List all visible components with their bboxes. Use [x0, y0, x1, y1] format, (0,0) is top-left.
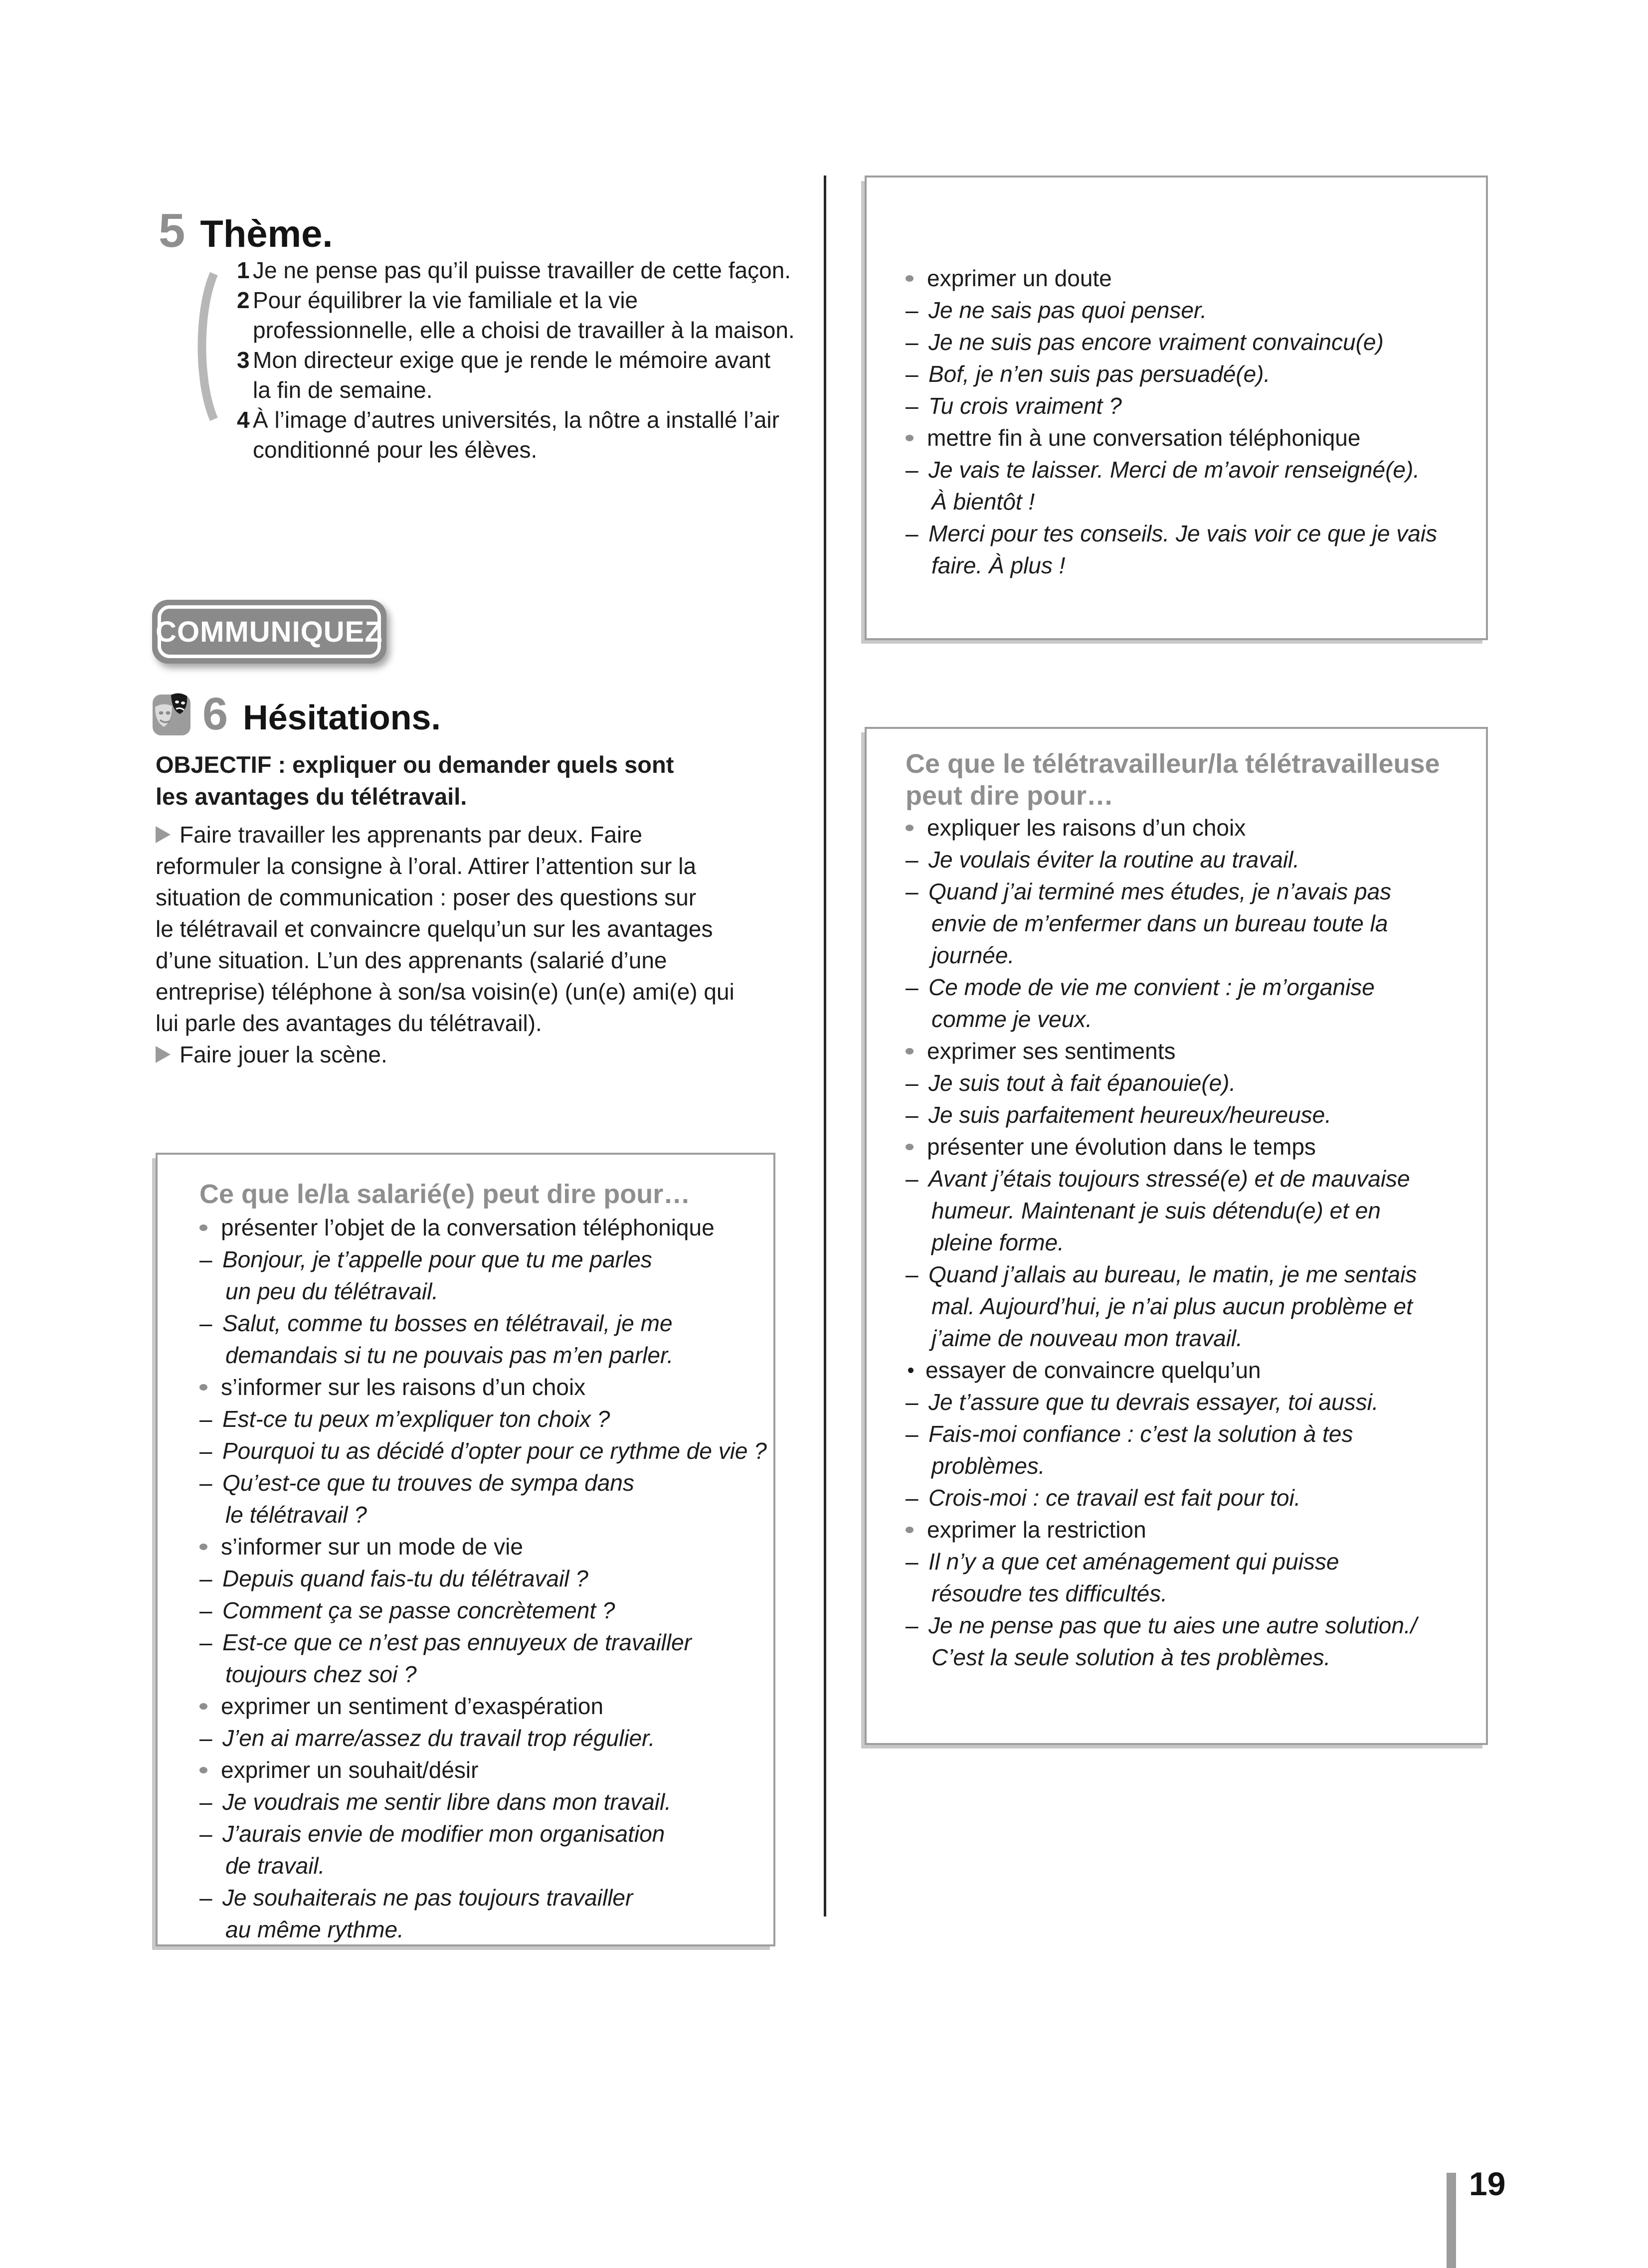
- section-5-heading: [159, 204, 333, 257]
- phrase-line: [906, 1546, 1476, 1577]
- phrase-line: [906, 907, 1476, 939]
- line-text: Je voulais éviter la routine au travail.: [928, 847, 1300, 872]
- line-text: comme je veux.: [931, 1006, 1093, 1032]
- phrase-line: [906, 1641, 1476, 1673]
- line-text: Est-ce tu peux m’expliquer ton choix ?: [222, 1406, 610, 1432]
- theme-sentence: [237, 345, 800, 375]
- triangle-arrow-icon: [156, 1046, 171, 1063]
- line-text: le télétravail et convaincre quelqu’un sur les avantages: [156, 915, 713, 942]
- line-text: pleine forme.: [931, 1229, 1064, 1255]
- phrase-line: [199, 1882, 763, 1914]
- phrase-line: [906, 971, 1476, 1003]
- line-text: À bientôt !: [931, 489, 1035, 515]
- phrase-line: [906, 1131, 1476, 1163]
- phrase-line: [906, 1322, 1476, 1354]
- phrase-line: [906, 1354, 1476, 1386]
- section-number: 5: [159, 204, 185, 257]
- method-line: [156, 850, 804, 881]
- exercise-title: Hésitations.: [243, 698, 441, 737]
- dash-marker: –: [906, 457, 918, 483]
- phrase-line: [906, 1514, 1476, 1546]
- dot-bullet-icon: [906, 1527, 914, 1533]
- line-text: d’une situation. L’un des apprenants (salarié d’une: [156, 947, 667, 973]
- phrase-line: [906, 1482, 1476, 1514]
- column-divider: [824, 175, 826, 1917]
- line-text: exprimer un doute: [927, 265, 1112, 291]
- dot-bullet-icon: [908, 1368, 914, 1373]
- dot-bullet-icon: [199, 1767, 207, 1773]
- line-text: toujours chez soi ?: [225, 1661, 417, 1687]
- dash-marker: –: [906, 1485, 918, 1511]
- exercise-number: 6: [202, 689, 228, 739]
- line-text: exprimer un sentiment d’exaspération: [221, 1693, 604, 1719]
- page-number: 19: [1469, 2165, 1506, 2202]
- line-text: au même rythme.: [225, 1917, 404, 1942]
- phrase-line: [906, 1099, 1476, 1131]
- theme-sentence: [237, 255, 800, 285]
- phrase-line: [906, 518, 1476, 549]
- dot-bullet-icon: [906, 825, 914, 831]
- phrase-line: [199, 1594, 763, 1626]
- line-text: Je ne suis pas encore vraiment convaincu(e): [928, 329, 1384, 355]
- dash-marker: –: [199, 1470, 212, 1496]
- line-text: la fin de semaine.: [253, 377, 433, 403]
- phrase-line: [199, 1403, 763, 1435]
- phrase-line: [199, 1563, 763, 1594]
- line-text: Je ne sais pas quoi penser.: [928, 297, 1207, 323]
- phrase-line: [906, 549, 1476, 581]
- phrase-line: [906, 1450, 1476, 1482]
- phrase-line: [906, 812, 1476, 844]
- section-title: Thème.: [200, 213, 333, 255]
- phrase-line: [906, 1003, 1476, 1035]
- phrase-line: [199, 1435, 767, 1467]
- teletravailleur-box-title: Ce que le télétravailleur/la télétravailleuse: [906, 749, 1440, 779]
- phrase-line: [199, 1467, 763, 1499]
- phrase-line: [906, 422, 1476, 454]
- salarie-box-title: Ce que le/la salarié(e) peut dire pour…: [199, 1179, 691, 1209]
- phrase-line: [199, 1371, 763, 1403]
- dash-marker: –: [199, 1629, 212, 1655]
- theme-sentence: [237, 405, 800, 435]
- objective-text: [156, 749, 674, 813]
- line-text: conditionné pour les élèves.: [253, 437, 538, 463]
- curved-brace-graphic: [192, 272, 218, 421]
- objective-line: les avantages du télétravail.: [156, 783, 467, 810]
- line-text: humeur. Maintenant je suis détendu(e) et en: [931, 1198, 1381, 1223]
- line-text: Je suis parfaitement heureux/heureuse.: [928, 1102, 1332, 1128]
- line-text: C’est la seule solution à tes problèmes.: [931, 1644, 1331, 1670]
- line-text: Pourquoi tu as décidé d’opter pour ce rythme de vie ?: [222, 1438, 767, 1464]
- dash-marker: –: [906, 1261, 918, 1287]
- line-text: journée.: [931, 942, 1015, 968]
- item-number: 4: [237, 407, 250, 433]
- dash-marker: –: [199, 1406, 212, 1432]
- line-text: Bonjour, je t’appelle pour que tu me parles: [222, 1246, 652, 1272]
- line-text: résoudre tes difficultés.: [931, 1580, 1168, 1606]
- phrase-line: [906, 1226, 1476, 1258]
- method-line: [156, 913, 804, 944]
- dash-marker: –: [906, 1421, 918, 1447]
- phrase-line: [906, 1195, 1476, 1226]
- phrase-line: [199, 1531, 763, 1563]
- dash-marker: –: [906, 521, 918, 546]
- line-text: Avant j’étais toujours stressé(e) et de mauvaise: [928, 1166, 1410, 1192]
- dash-marker: –: [199, 1566, 212, 1591]
- phrase-line: [199, 1690, 763, 1722]
- line-text: Faire jouer la scène.: [180, 1041, 387, 1067]
- phrase-line: [906, 294, 1476, 326]
- dash-marker: –: [199, 1725, 212, 1751]
- phrase-line: [199, 1626, 763, 1658]
- phrase-line: [199, 1914, 763, 1945]
- dash-marker: –: [906, 1549, 918, 1574]
- line-text: Je souhaiterais ne pas toujours travailler: [222, 1885, 633, 1911]
- page-number-bar: [1447, 2173, 1456, 2268]
- line-text: présenter l’objet de la conversation téléphonique: [221, 1215, 715, 1240]
- theme-sentence: [237, 285, 800, 315]
- phrase-line: [906, 358, 1476, 390]
- method-line: [156, 944, 804, 976]
- line-text: s’informer sur les raisons d’un choix: [221, 1374, 586, 1400]
- line-text: mettre fin à une conversation téléphonique: [927, 425, 1361, 451]
- dash-marker: –: [906, 393, 918, 419]
- line-text: Comment ça se passe concrètement ?: [222, 1597, 615, 1623]
- phrase-line: [906, 875, 1476, 907]
- salarie-box: [156, 1153, 775, 1946]
- line-text: Fais-moi confiance : c’est la solution à tes: [928, 1421, 1353, 1447]
- phrase-line: [906, 1163, 1476, 1195]
- line-text: Quand j’allais au bureau, le matin, je me sentais: [928, 1261, 1417, 1287]
- dash-marker: –: [199, 1310, 212, 1336]
- line-text: reformuler la consigne à l’oral. Attirer l’attention sur la: [156, 853, 697, 879]
- communiquez-badge: [152, 600, 386, 664]
- dash-marker: –: [906, 297, 918, 323]
- phrase-line: [199, 1307, 763, 1339]
- phrase-line: [906, 390, 1476, 422]
- phrase-line: [906, 1290, 1476, 1322]
- phrase-line: [906, 939, 1476, 971]
- phrase-line: [906, 486, 1476, 518]
- line-text: envie de m’enfermer dans un bureau toute la: [931, 910, 1388, 936]
- dash-marker: –: [906, 361, 918, 387]
- line-text: un peu du télétravail.: [225, 1278, 439, 1304]
- theater-masks-icon: [151, 690, 192, 737]
- exercise-6-heading: [202, 691, 441, 737]
- phrase-line: [906, 262, 1476, 294]
- line-text: situation de communication : poser des questions sur: [156, 884, 697, 910]
- line-text: professionnelle, elle a choisi de travailler à la maison.: [253, 317, 795, 343]
- line-text: Ce mode de vie me convient : je m’organise: [928, 974, 1375, 1000]
- line-text: demandais si tu ne pouvais pas m’en parler.: [225, 1342, 674, 1368]
- phrase-line: [906, 844, 1476, 875]
- dash-marker: –: [906, 1166, 918, 1192]
- method-line: [156, 976, 804, 1007]
- dash-marker: –: [906, 878, 918, 904]
- doute-box-lines: [906, 262, 1476, 581]
- item-number: 3: [237, 347, 250, 373]
- doute-box: [865, 175, 1488, 640]
- line-text: Pour équilibrer la vie familiale et la vie: [253, 287, 638, 313]
- method-line: [156, 1039, 804, 1070]
- dash-marker: –: [906, 1612, 918, 1638]
- dash-marker: –: [906, 329, 918, 355]
- dash-marker: –: [906, 1070, 918, 1096]
- line-text: Je ne pense pas qu’il puisse travailler de cette façon.: [253, 257, 791, 283]
- phrase-line: [199, 1754, 763, 1786]
- salarie-box-lines: [199, 1212, 767, 1945]
- method-paragraph: [156, 819, 804, 1070]
- phrase-line: [906, 1609, 1476, 1641]
- line-text: J’aurais envie de modifier mon organisation: [222, 1821, 665, 1847]
- dash-marker: –: [199, 1885, 212, 1911]
- line-text: Je voudrais me sentir libre dans mon travail.: [222, 1789, 671, 1815]
- dash-marker: –: [199, 1438, 212, 1464]
- phrase-line: [906, 1418, 1476, 1450]
- line-text: j’aime de nouveau mon travail.: [931, 1325, 1243, 1351]
- line-text: présenter une évolution dans le temps: [927, 1134, 1316, 1160]
- dot-bullet-icon: [906, 435, 914, 441]
- phrase-line: [906, 1035, 1476, 1067]
- line-text: Merci pour tes conseils. Je vais voir ce que je vais: [928, 521, 1438, 546]
- teletravailleur-box: [865, 727, 1488, 1745]
- line-text: Bof, je n’en suis pas persuadé(e).: [928, 361, 1271, 387]
- line-text: de travail.: [225, 1853, 325, 1879]
- line-text: Je vais te laisser. Merci de m’avoir renseigné(e).: [928, 457, 1420, 483]
- line-text: Je t’assure que tu devrais essayer, toi aussi.: [928, 1389, 1379, 1415]
- line-text: Est-ce que ce n’est pas ennuyeux de travailler: [222, 1629, 692, 1655]
- badge-label: COMMUNIQUEZ: [156, 615, 383, 648]
- phrase-line: [906, 1067, 1476, 1099]
- line-text: lui parle des avantages du télétravail).: [156, 1010, 542, 1036]
- dash-marker: –: [199, 1246, 212, 1272]
- theme-sentence-list: [237, 255, 800, 465]
- line-text: J’en ai marre/assez du travail trop régulier.: [222, 1725, 655, 1751]
- line-text: faire. À plus !: [931, 552, 1066, 578]
- dash-marker: –: [906, 847, 918, 872]
- method-line: [156, 1007, 804, 1039]
- line-text: problèmes.: [931, 1453, 1045, 1479]
- line-text: Je suis tout à fait épanouie(e).: [928, 1070, 1236, 1096]
- dash-marker: –: [199, 1789, 212, 1815]
- objective-line: OBJECTIF : expliquer ou demander quels sont: [156, 751, 674, 778]
- teletravailleur-box-lines: [906, 812, 1476, 1673]
- phrase-line: [199, 1499, 763, 1531]
- line-text: À l’image d’autres universités, la nôtre a installé l’air: [253, 407, 779, 433]
- line-text: exprimer un souhait/désir: [221, 1757, 479, 1783]
- phrase-line: [199, 1850, 763, 1882]
- phrase-line: [199, 1243, 763, 1275]
- dot-bullet-icon: [906, 1048, 914, 1054]
- method-line: [156, 819, 804, 850]
- dash-marker: –: [199, 1821, 212, 1847]
- line-text: expliquer les raisons d’un choix: [927, 815, 1246, 841]
- dot-bullet-icon: [906, 275, 914, 282]
- phrase-line: [199, 1212, 763, 1243]
- line-text: Depuis quand fais-tu du télétravail ?: [222, 1566, 588, 1591]
- phrase-line: [199, 1275, 763, 1307]
- dot-bullet-icon: [199, 1224, 207, 1231]
- phrase-line: [199, 1658, 763, 1690]
- line-text: Mon directeur exige que je rende le mémoire avant: [253, 347, 771, 373]
- line-text: essayer de convaincre quelqu’un: [925, 1357, 1261, 1383]
- line-text: exprimer la restriction: [927, 1517, 1146, 1543]
- teletravailleur-box-title: peut dire pour…: [906, 781, 1113, 811]
- line-text: mal. Aujourd’hui, je n’ai plus aucun problème et: [931, 1293, 1413, 1319]
- phrase-line: [199, 1818, 763, 1850]
- line-text: s’informer sur un mode de vie: [221, 1534, 523, 1560]
- theme-sentence: [237, 435, 800, 465]
- dot-bullet-icon: [906, 1144, 914, 1150]
- phrase-line: [199, 1722, 763, 1754]
- dash-marker: –: [906, 1102, 918, 1128]
- line-text: Je ne pense pas que tu aies une autre solution./: [928, 1612, 1417, 1638]
- dot-bullet-icon: [199, 1384, 207, 1391]
- line-text: exprimer ses sentiments: [927, 1038, 1176, 1064]
- item-number: 2: [237, 287, 250, 313]
- line-text: Tu crois vraiment ?: [928, 393, 1122, 419]
- triangle-arrow-icon: [156, 826, 171, 843]
- line-text: entreprise) téléphone à son/sa voisin(e) (un(e) ami(e) qui: [156, 978, 734, 1005]
- dot-bullet-icon: [199, 1544, 207, 1550]
- phrase-line: [906, 1577, 1476, 1609]
- line-text: le télétravail ?: [225, 1502, 367, 1528]
- theme-sentence: [237, 375, 800, 405]
- method-line: [156, 881, 804, 913]
- phrase-line: [906, 326, 1476, 358]
- line-text: Quand j’ai terminé mes études, je n’avais pas: [928, 878, 1392, 904]
- phrase-line: [199, 1786, 763, 1818]
- dash-marker: –: [906, 1389, 918, 1415]
- phrase-line: [906, 1386, 1476, 1418]
- line-text: Qu’est-ce que tu trouves de sympa dans: [222, 1470, 634, 1496]
- line-text: Salut, comme tu bosses en télétravail, je me: [222, 1310, 673, 1336]
- phrase-line: [906, 454, 1476, 486]
- phrase-line: [906, 1258, 1476, 1290]
- theme-sentence: [237, 315, 800, 345]
- line-text: Il n’y a que cet aménagement qui puisse: [928, 1549, 1339, 1574]
- dot-bullet-icon: [199, 1703, 207, 1710]
- phrase-line: [199, 1339, 763, 1371]
- dash-marker: –: [199, 1597, 212, 1623]
- item-number: 1: [237, 257, 250, 283]
- line-text: Crois-moi : ce travail est fait pour toi.: [928, 1485, 1301, 1511]
- dash-marker: –: [906, 974, 918, 1000]
- line-text: Faire travailler les apprenants par deux. Faire: [180, 821, 643, 848]
